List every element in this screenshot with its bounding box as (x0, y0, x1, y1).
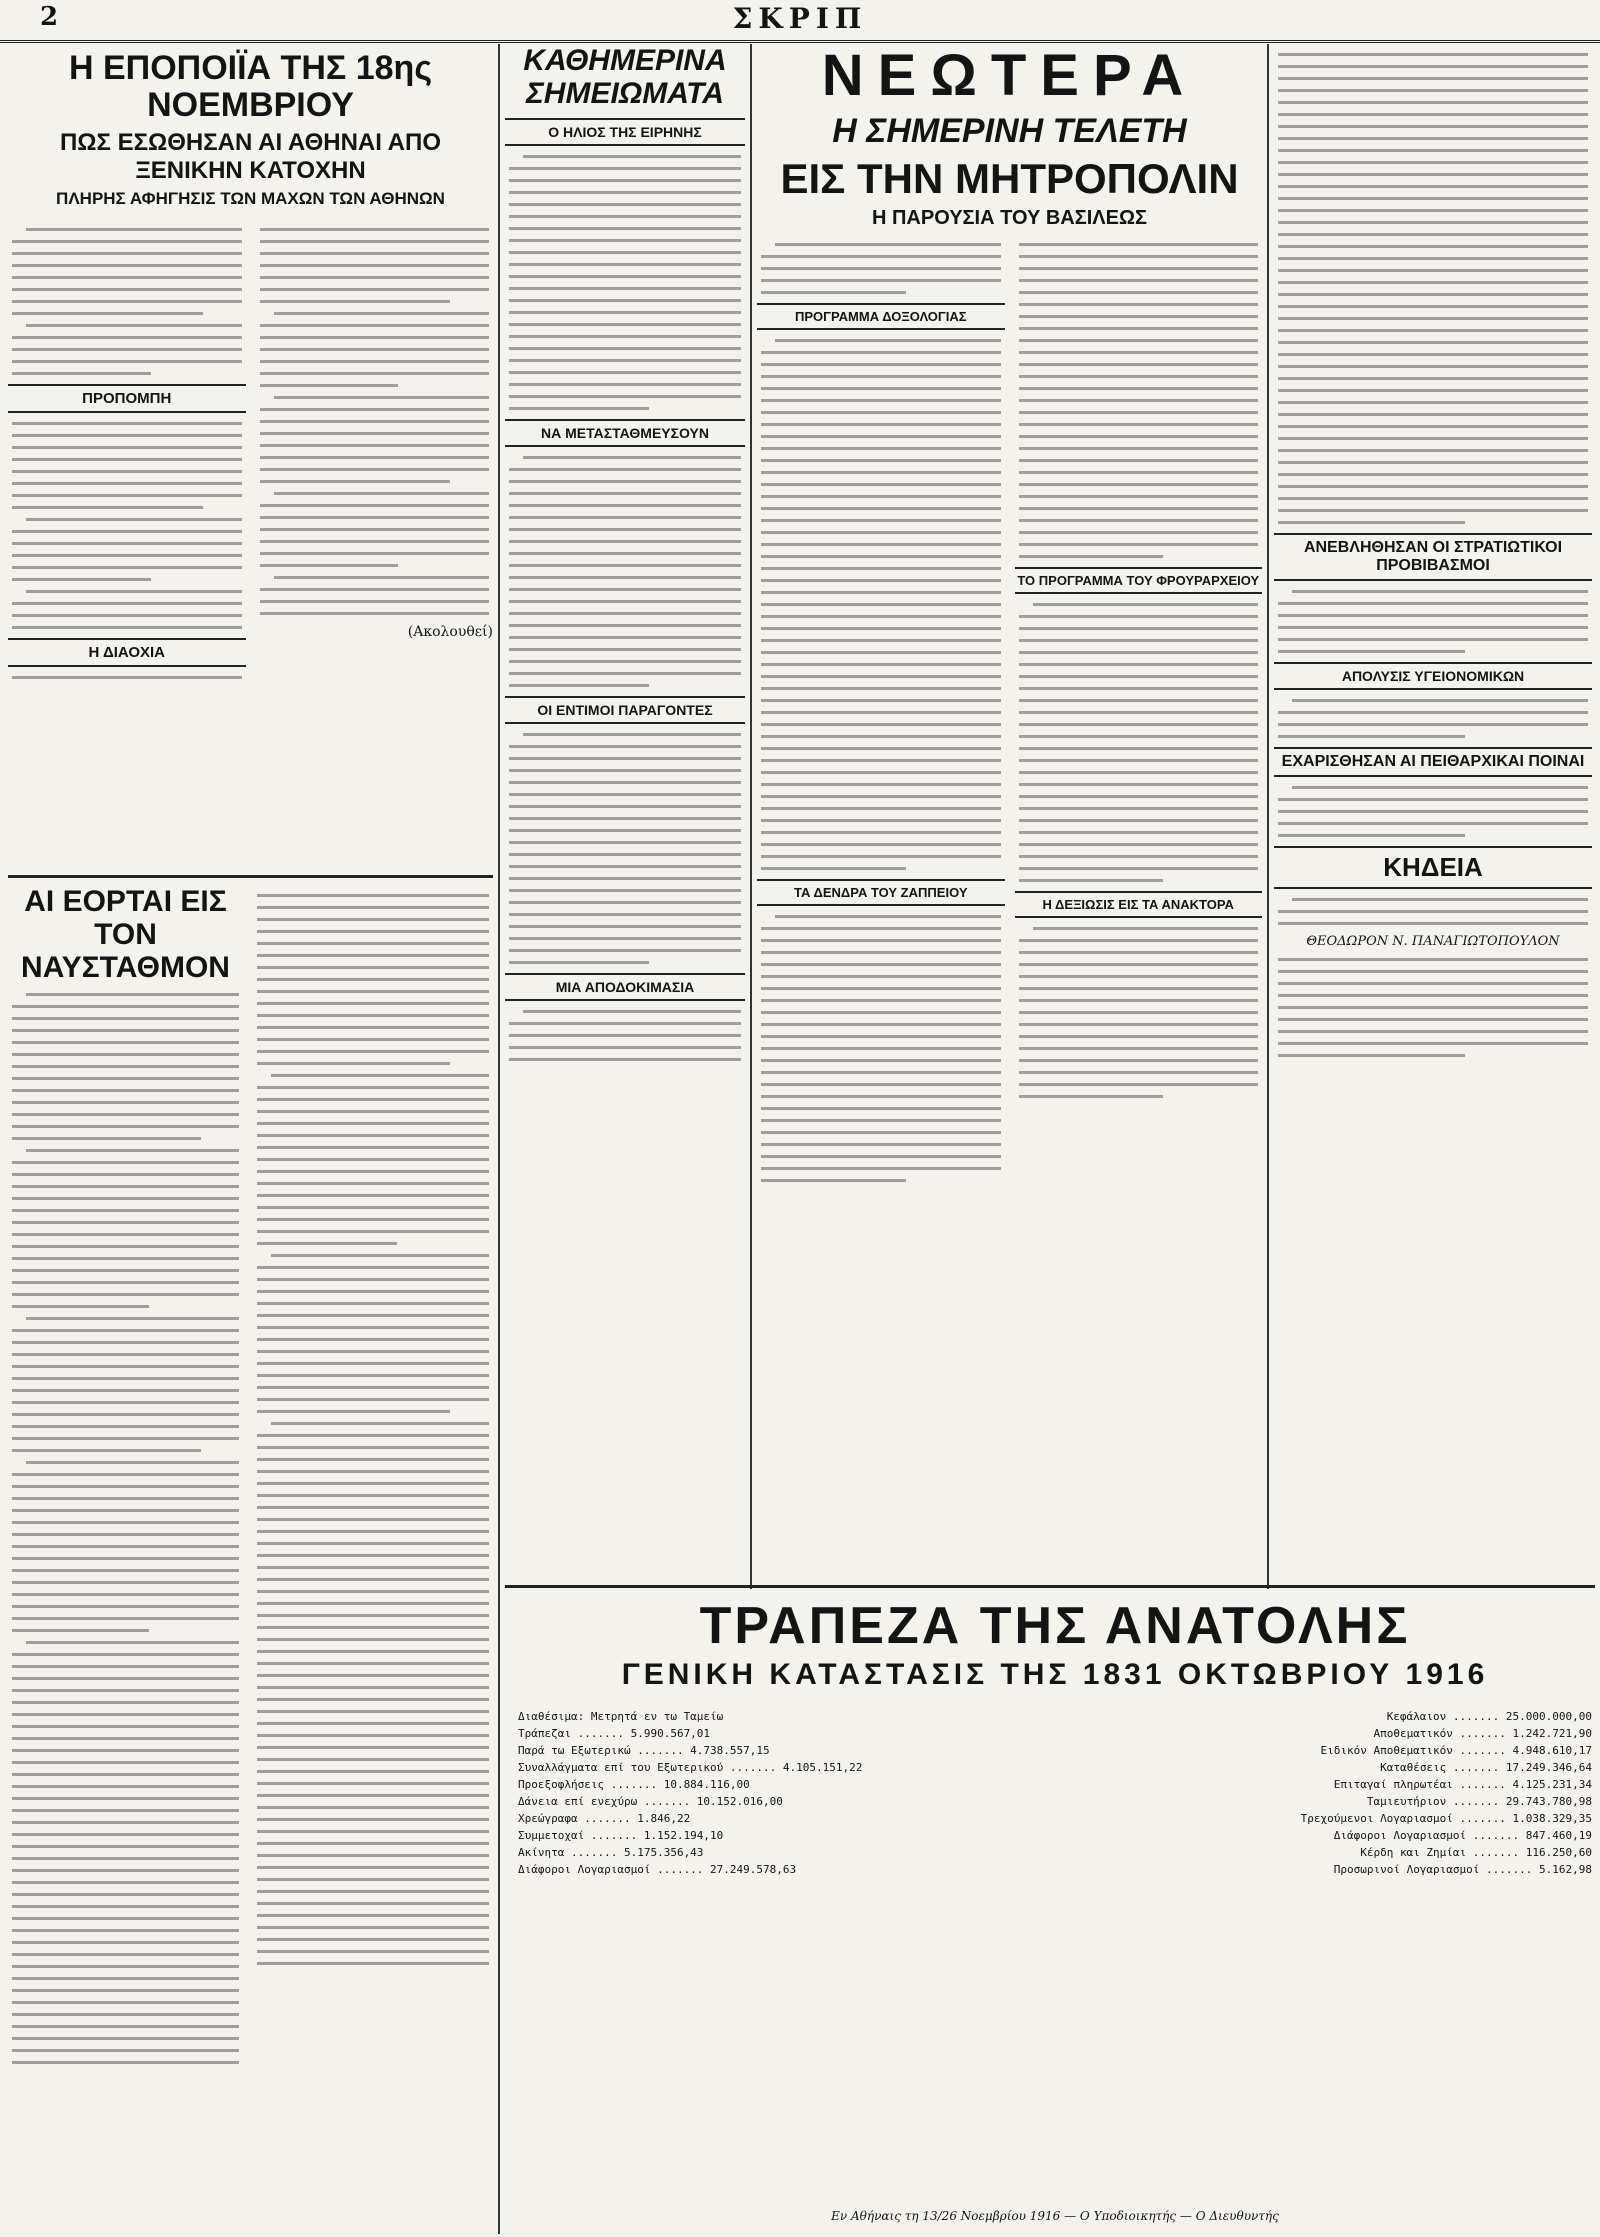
column-rule (750, 44, 752, 1589)
bank-statement (510, 1590, 1600, 2237)
funeral-name: ΘΕΟΔΩΡΟΝ Ν. ΠΑΝΑΓΙΩΤΟΠΟΥΛΟΝ (1306, 934, 1560, 949)
paper-name: ΣΚΡΙΠ (732, 2, 868, 35)
divider (505, 1585, 1595, 1588)
article-text-block (8, 219, 246, 688)
bank-row: Ακίνητα ....... 5.175.356,43 Κέρδη και Ζημίαι ....... 116.250,60 (518, 1846, 1592, 1859)
column-news (757, 44, 1262, 1589)
section-promotions: ΑΝΕΒΛΗΘΗΣΑΝ ΟΙ ΣΤΡΑΤΙΩΤΙΚΟΙ ΠΡΟΒΙΒΑΣΜΟΙ (1274, 533, 1592, 581)
article-text-block (1274, 786, 1592, 837)
bank-subtitle: ΓΕΝΙΚΗ ΚΑΤΑΣΤΑΣΙΣ ΤΗΣ 1831 ΟΚΤΩΒΡΙΟΥ 1916 (621, 1658, 1489, 1691)
bank-row: Τράπεζαι ....... 5.990.567,01 Αποθεματικόν ....... 1.242.721,90 (518, 1727, 1592, 1740)
article-text-block (505, 456, 745, 687)
bank-row: Δάνεια επί ενεχύρω ....... 10.152.016,00 Ταμιευτήριον ....... 29.743.780,98 (518, 1795, 1592, 1808)
section-sun-of-peace: Ο ΗΛΙΟΣ ΤΗΣ ΕΙΡΗΝΗΣ (505, 118, 745, 146)
article-text-block (1274, 898, 1592, 925)
article-text-block (1015, 234, 1263, 1191)
bank-row: Χρεώγραφα ....... 1.846,22 Τρεχούμενοι Λογαριασμοί ....... 1.038.329,35 (518, 1812, 1592, 1825)
section-propompi: ΠΡΟΠΟΜΠΗ (8, 384, 246, 413)
kicker-epopee: ΠΛΗΡΗΣ ΑΦΗΓΗΣΙΣ ΤΩΝ ΜΑΧΩΝ ΤΩΝ ΑΘΗΝΩΝ (56, 188, 445, 208)
column-feast (8, 885, 243, 2225)
subheadline-epopee: ΠΩΣ ΕΣΩΘΗΣΑΝ ΑΙ ΑΘΗΝΑΙ ΑΠΟ ΞΕΝΙΚΗΝ ΚΑΤΟΧΗΝ (59, 128, 442, 184)
bank-row: Συναλλάγματα επί του Εξωτερικού ....... 4.105.151,22 Καταθέσεις ....... 17.249.346,64 (518, 1761, 1592, 1774)
article-text-block (757, 234, 1005, 1191)
article-text-block (253, 894, 493, 1965)
bank-row: Διαθέσιμα: Μετρητά εν τω Ταμείω Κεφάλαιον ....... 25.000.000,00 (518, 1710, 1592, 1723)
section-reception: Η ΔΕΞΙΩΣΙΣ ΕΙΣ ΤΑ ΑΝΑΚΤΟΡΑ (1015, 891, 1263, 918)
section-pardons: ΕΧΑΡΙΣΘΗΣΑΝ ΑΙ ΠΕΙΘΑΡΧΙΚΑΙ ΠΟΙΝΑΙ (1274, 747, 1592, 777)
article-text-block (1274, 958, 1592, 1057)
column-rule (498, 44, 500, 2234)
article-text-block (505, 155, 745, 410)
section-trees: ΤΑ ΔΕΝΔΡΑ ΤΟΥ ΖΑΠΠΕΙΟΥ (757, 879, 1005, 906)
article-text-block (1274, 53, 1592, 524)
masthead (0, 0, 1600, 43)
continued-note: (Ακολουθεί) (407, 623, 493, 640)
headline-news: ΝΕΩΤΕΡΑ (821, 44, 1198, 108)
bank-row: Προεξοφλήσεις ....... 10.884.116,00 Επιταγαί πληρωτέαι ....... 4.125.231,34 (518, 1778, 1592, 1791)
headline-epopee: Η ΕΠΟΠΟΙΪΑ ΤΗΣ 18ης ΝΟΕΜΒΡΙΟΥ (68, 49, 432, 125)
column-epopee (8, 44, 493, 864)
section-honorable-factors: ΟΙ ΕΝΤΙΜΟΙ ΠΑΡΑΓΟΝΤΕΣ (505, 696, 745, 724)
article-text-block (505, 733, 745, 964)
subheadline-king: Η ΠΑΡΟΥΣΙΑ ΤΟΥ ΒΑΣΙΛΕΩΣ (871, 206, 1148, 229)
section-funeral: ΚΗΔΕΙΑ (1274, 846, 1592, 889)
subheadline-ceremony: Η ΣΗΜΕΡΙΝΗ ΤΕΛΕΤΗ (832, 111, 1187, 150)
bank-row: Παρά τω Εξωτερικώ ....... 4.738.557,15 Ειδικόν Αποθεματικόν ....... 4.948.610,17 (518, 1744, 1592, 1757)
article-text-block (1274, 590, 1592, 653)
divider (8, 875, 493, 878)
column-rule (1267, 44, 1269, 1589)
bank-row: Διάφοροι Λογαριασμοί ....... 27.249.578,63 Προσωρινοί Λογαριασμοί ....... 5.162,98 (518, 1863, 1592, 1876)
column-notes (505, 44, 745, 1589)
column-briefs (1274, 44, 1592, 1589)
section-relocate: ΝΑ ΜΕΤΑΣΤΑΘΜΕΥΣΟΥΝ (505, 419, 745, 447)
subheadline-metropolis: ΕΙΣ ΤΗΝ ΜΗΤΡΟΠΟΛΙΝ (780, 154, 1239, 202)
section-discharge: ΑΠΟΛΥΣΙΣ ΥΓΕΙΟΝΟΜΙΚΩΝ (1274, 662, 1592, 690)
article-text-block (8, 993, 243, 2064)
headline-feast: ΑΙ ΕΟΡΤΑΙ ΕΙΣ ΤΟΝ ΝΑΥΣΤΑΘΜΟΝ (21, 885, 230, 984)
article-text-block (505, 1010, 745, 1061)
headline-notes: ΚΑΘΗΜΕΡΙΝΑ ΣΗΜΕΙΩΜΑΤΑ (523, 44, 727, 110)
section-disapproval: ΜΙΑ ΑΠΟΔΟΚΙΜΑΣΙΑ (505, 973, 745, 1001)
page-number: 2 (40, 2, 59, 32)
article-text-block (1274, 699, 1592, 738)
bank-rows (510, 1708, 1600, 1878)
bank-row: Συμμετοχαί ....... 1.152.194,10 Διάφοροι Λογαριασμοί ....... 847.460,19 (518, 1829, 1592, 1842)
section-program: ΠΡΟΓΡΑΜΜΑ ΔΟΞΟΛΟΓΙΑΣ (757, 303, 1005, 330)
bank-title: ΤΡΑΠΕΖΑ ΤΗΣ ΑΝΑΤΟΛΗΣ (699, 1597, 1411, 1655)
column-feast-cont (253, 885, 493, 2225)
bank-footer: Εν Αθήναις τη 13/26 Νοεμβρίου 1916 — Ο Υποδιοικητής — Ο Διευθυντής (831, 2209, 1279, 2223)
article-text-block (256, 219, 494, 688)
section-garrison: ΤΟ ΠΡΟΓΡΑΜΜΑ ΤΟΥ ΦΡΟΥΡΑΡΧΕΙΟΥ (1015, 567, 1263, 594)
section-diaochia: Η ΔΙΑΟΧΙΑ (8, 638, 246, 667)
